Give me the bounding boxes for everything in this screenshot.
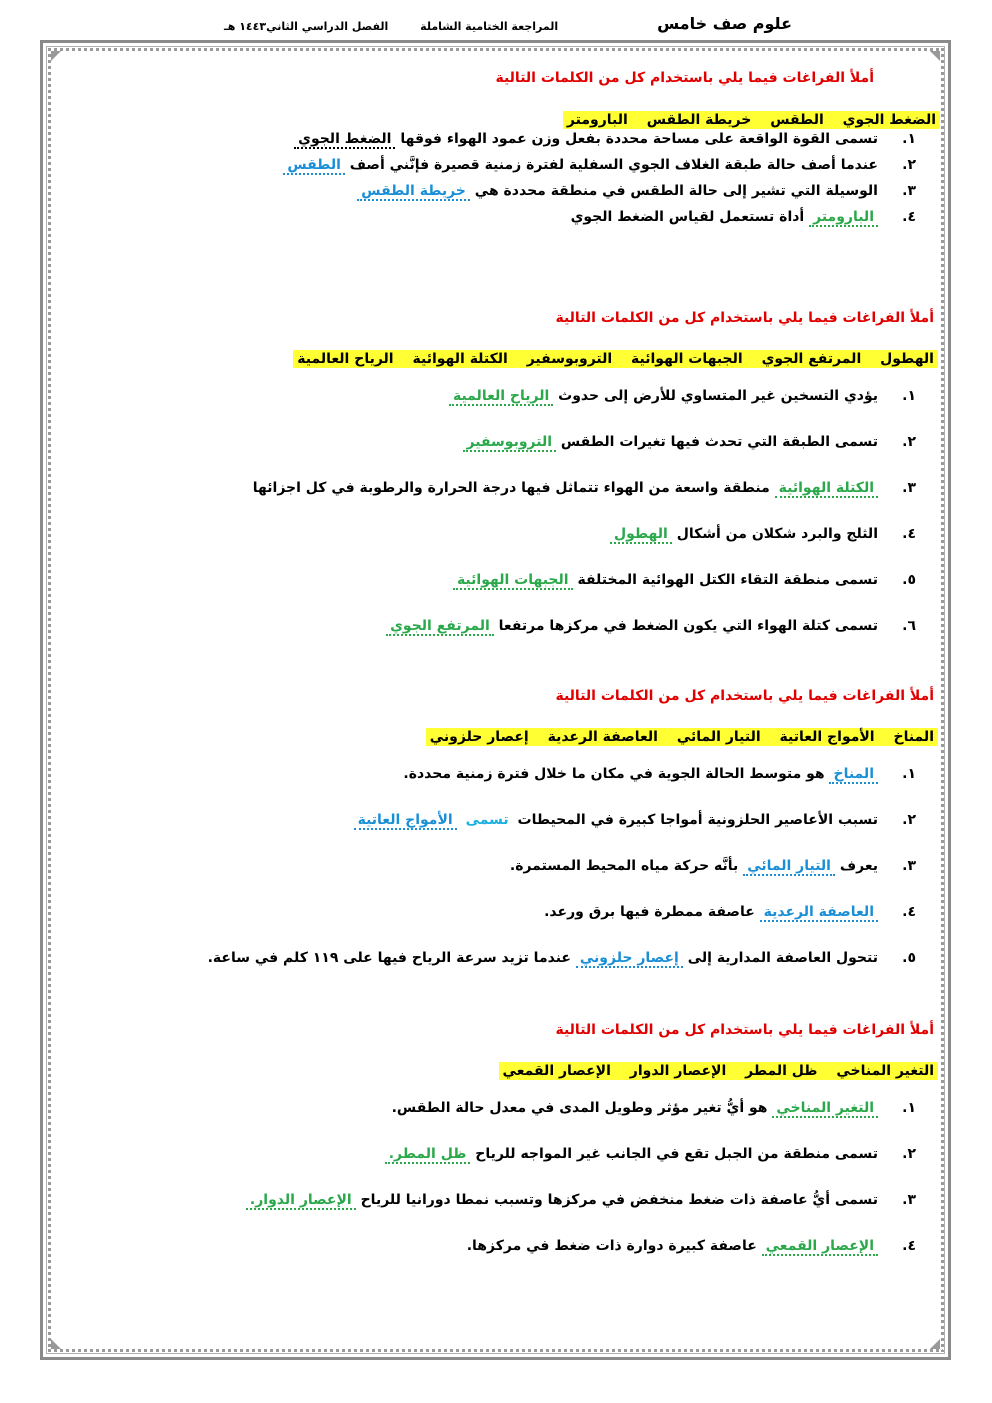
word-bank-item: التروبوسفير [526, 351, 613, 367]
border-dots-bottom [48, 1349, 943, 1352]
list-item [54, 766, 916, 812]
item-text: تسمى كتلة الهواء التي يكون الضغط في مركزها مرتفعا [498, 618, 878, 634]
answer-text: المناخ [829, 766, 878, 784]
section-title: أملأ الفراغات فيما يلي باستخدام كل من الكلمات التالية [555, 1022, 934, 1038]
word-bank-item: خريطة الطقس [646, 112, 752, 128]
term-label: الفصل الدراسي الثاني١٤٤٣ هـ [224, 20, 389, 33]
corner-ornament-tl [51, 51, 61, 61]
corner-ornament-br [930, 1339, 940, 1349]
word-bank [563, 111, 940, 129]
item-text: بأنَّه حركة مياه المحيط المستمرة. [509, 858, 739, 874]
border-dots-top [48, 48, 943, 51]
list-item [54, 618, 916, 664]
section-2 [54, 310, 934, 664]
corner-ornament-tr [930, 51, 940, 61]
item-number: ٥. [902, 950, 916, 966]
subject-title: علوم صف خامس [657, 14, 792, 33]
word-bank-item: البارومتر [566, 112, 628, 128]
review-label: المراجعة الختامية الشاملة [420, 20, 559, 33]
word-bank [499, 1062, 938, 1080]
item-number: ٢. [902, 434, 916, 450]
item-number: ١. [902, 388, 916, 404]
section-1 [54, 70, 934, 235]
answer-text: التروبوسفير [463, 434, 556, 452]
border-dots-right [941, 48, 944, 1352]
header-info [196, 20, 558, 33]
item-number: ٣. [902, 858, 916, 874]
corner-ornament-bl [51, 1339, 61, 1349]
answer-text: المرتفع الجوي [386, 618, 494, 636]
word-bank-item: الأمواج العاتية [779, 729, 875, 745]
list-item [54, 1146, 916, 1192]
word-bank-item: الرياح العالمية [297, 351, 394, 367]
item-number: ٣. [902, 183, 916, 199]
item-number: ٤. [902, 904, 916, 920]
item-text: تسمى [465, 812, 509, 828]
item-text: يؤدي التسخين غير المتساوي للأرض إلى حدوث [558, 388, 878, 404]
answer-text: الهطول [610, 526, 672, 544]
item-text: يعرف [839, 858, 878, 874]
answer-text: العاصفة الرعدية [760, 904, 878, 922]
list-item [54, 1192, 916, 1238]
item-text: هو أيُّ تغير مؤثر وطويل المدى في معدل حالة الطقس. [391, 1100, 768, 1116]
item-text: منطقة واسعة من الهواء تتماثل فيها درجة الحرارة والرطوبة في كل اجزائها [252, 480, 770, 496]
answer-text: الطقس [283, 157, 345, 175]
item-number: ٤. [902, 209, 916, 225]
item-text: تتحول العاصفة المدارية إلى [687, 950, 878, 966]
answer-text: التيار المائي [743, 858, 835, 876]
answer-text: الكتلة الهوائية [775, 480, 878, 498]
list-item [54, 388, 916, 434]
word-bank-item: التيار المائي [676, 729, 761, 745]
item-text: تسمى القوة الواقعة على مساحة محددة بفعل وزن عمود الهواء فوقها [400, 131, 878, 147]
item-text: تسمى منطقة التقاء الكتل الهوائية المختلفة [577, 572, 878, 588]
word-bank-item: الضغط الجوي [842, 112, 936, 128]
item-text: هو متوسط الحالة الجوية في مكان ما خلال فترة زمنية محددة. [403, 766, 825, 782]
question-list [54, 1100, 916, 1284]
answer-text: الأمواج العاتية [354, 812, 457, 830]
list-item [54, 131, 916, 157]
item-number: ٤. [902, 526, 916, 542]
word-bank-item: العاصفة الرعدية [547, 729, 658, 745]
answer-text: الإعصار القمعي [762, 1238, 878, 1256]
list-item [54, 1238, 916, 1284]
item-number: ٦. [902, 618, 916, 634]
page-header [0, 6, 992, 36]
item-text: الثلج والبرد شكلان من أشكال [676, 526, 878, 542]
word-bank-item: الطقس [770, 112, 824, 128]
answer-text: إعصار حلزوني [576, 950, 683, 968]
list-item [54, 572, 916, 618]
word-bank-item: المناخ [893, 729, 934, 745]
list-item [54, 858, 916, 904]
list-item [54, 434, 916, 480]
list-item [54, 157, 916, 183]
question-list [54, 388, 916, 664]
section-title: أملأ الفراغات فيما يلي باستخدام كل من الكلمات التالية [495, 70, 874, 86]
item-number: ٢. [902, 1146, 916, 1162]
section-title: أملأ الفراغات فيما يلي باستخدام كل من الكلمات التالية [555, 310, 934, 326]
word-bank-item: المرتفع الجوي [761, 351, 862, 367]
item-number: ٣. [902, 1192, 916, 1208]
answer-text: الرياح العالمية [449, 388, 553, 406]
list-item [54, 812, 916, 858]
list-item [54, 183, 916, 209]
item-text: عندما أصف حالة طبقة الغلاف الجوي السفلية لفترة زمنية قصيرة فإنَّني أصف [349, 157, 878, 173]
answer-text: الجبهات الهوائية [453, 572, 573, 590]
word-bank [293, 350, 938, 368]
word-bank-item: الإعصار القمعي [502, 1063, 611, 1079]
answer-text: البارومتر [809, 209, 878, 227]
section-3 [54, 688, 934, 996]
item-text: عاصفة ممطرة فيها برق ورعد. [544, 904, 755, 920]
item-text: تسمى أيُّ عاصفة ذات ضغط منخفض في مركزها وتسبب نمطا دورانيا للرياح [360, 1192, 878, 1208]
word-bank-item: الهطول [880, 351, 934, 367]
answer-text: التغير المناخي [772, 1100, 878, 1118]
section-4 [54, 1022, 934, 1284]
list-item [54, 209, 916, 235]
item-number: ١. [902, 766, 916, 782]
question-list [54, 766, 916, 996]
answer-text: الضغط الجوي [294, 131, 395, 149]
list-item [54, 480, 916, 526]
word-bank-item: الإعصار الدوار [629, 1063, 727, 1079]
list-item [54, 526, 916, 572]
question-list [54, 131, 916, 235]
item-number: ١. [902, 1100, 916, 1116]
item-text: تسمى منطقة من الجبل تقع في الجانب غير المواجه للرياح [475, 1146, 878, 1162]
word-bank-item: الكتلة الهوائية [412, 351, 508, 367]
answer-text: الإعصار الدوار. [246, 1192, 356, 1210]
item-number: ٤. [902, 1238, 916, 1254]
word-bank [426, 728, 938, 746]
list-item [54, 1100, 916, 1146]
item-text: تسبب الأعاصير الحلزونية أمواجا كبيرة في المحيطات [517, 812, 878, 828]
word-bank-item: ظل المطر [745, 1063, 818, 1079]
item-number: ٥. [902, 572, 916, 588]
item-text: عندما تزيد سرعة الرياح فيها على ١١٩ كلم في ساعة. [207, 950, 571, 966]
word-bank-item: الجبهات الهوائية [631, 351, 743, 367]
list-item [54, 950, 916, 996]
item-text: تسمى الطبقة التي تحدث فيها تغيرات الطقس [560, 434, 878, 450]
section-title: أملأ الفراغات فيما يلي باستخدام كل من الكلمات التالية [555, 688, 934, 704]
word-bank-item: التغير المناخي [836, 1063, 934, 1079]
item-number: ٣. [902, 480, 916, 496]
item-text: أداة تستعمل لقياس الضغط الجوي [570, 209, 805, 225]
list-item [54, 904, 916, 950]
item-number: ١. [902, 131, 916, 147]
item-text: عاصفة كبيرة دوارة ذات ضغط في مركزها. [466, 1238, 757, 1254]
item-number: ٢. [902, 157, 916, 173]
item-number: ٢. [902, 812, 916, 828]
border-dots-left [48, 48, 51, 1352]
item-text: الوسيلة التي تشير إلى حالة الطقس في منطقة محددة هي [474, 183, 878, 199]
word-bank-item: إعصار حلزوني [429, 729, 529, 745]
answer-text: ظل المطر. [385, 1146, 471, 1164]
answer-text: خريطة الطقس [357, 183, 470, 201]
